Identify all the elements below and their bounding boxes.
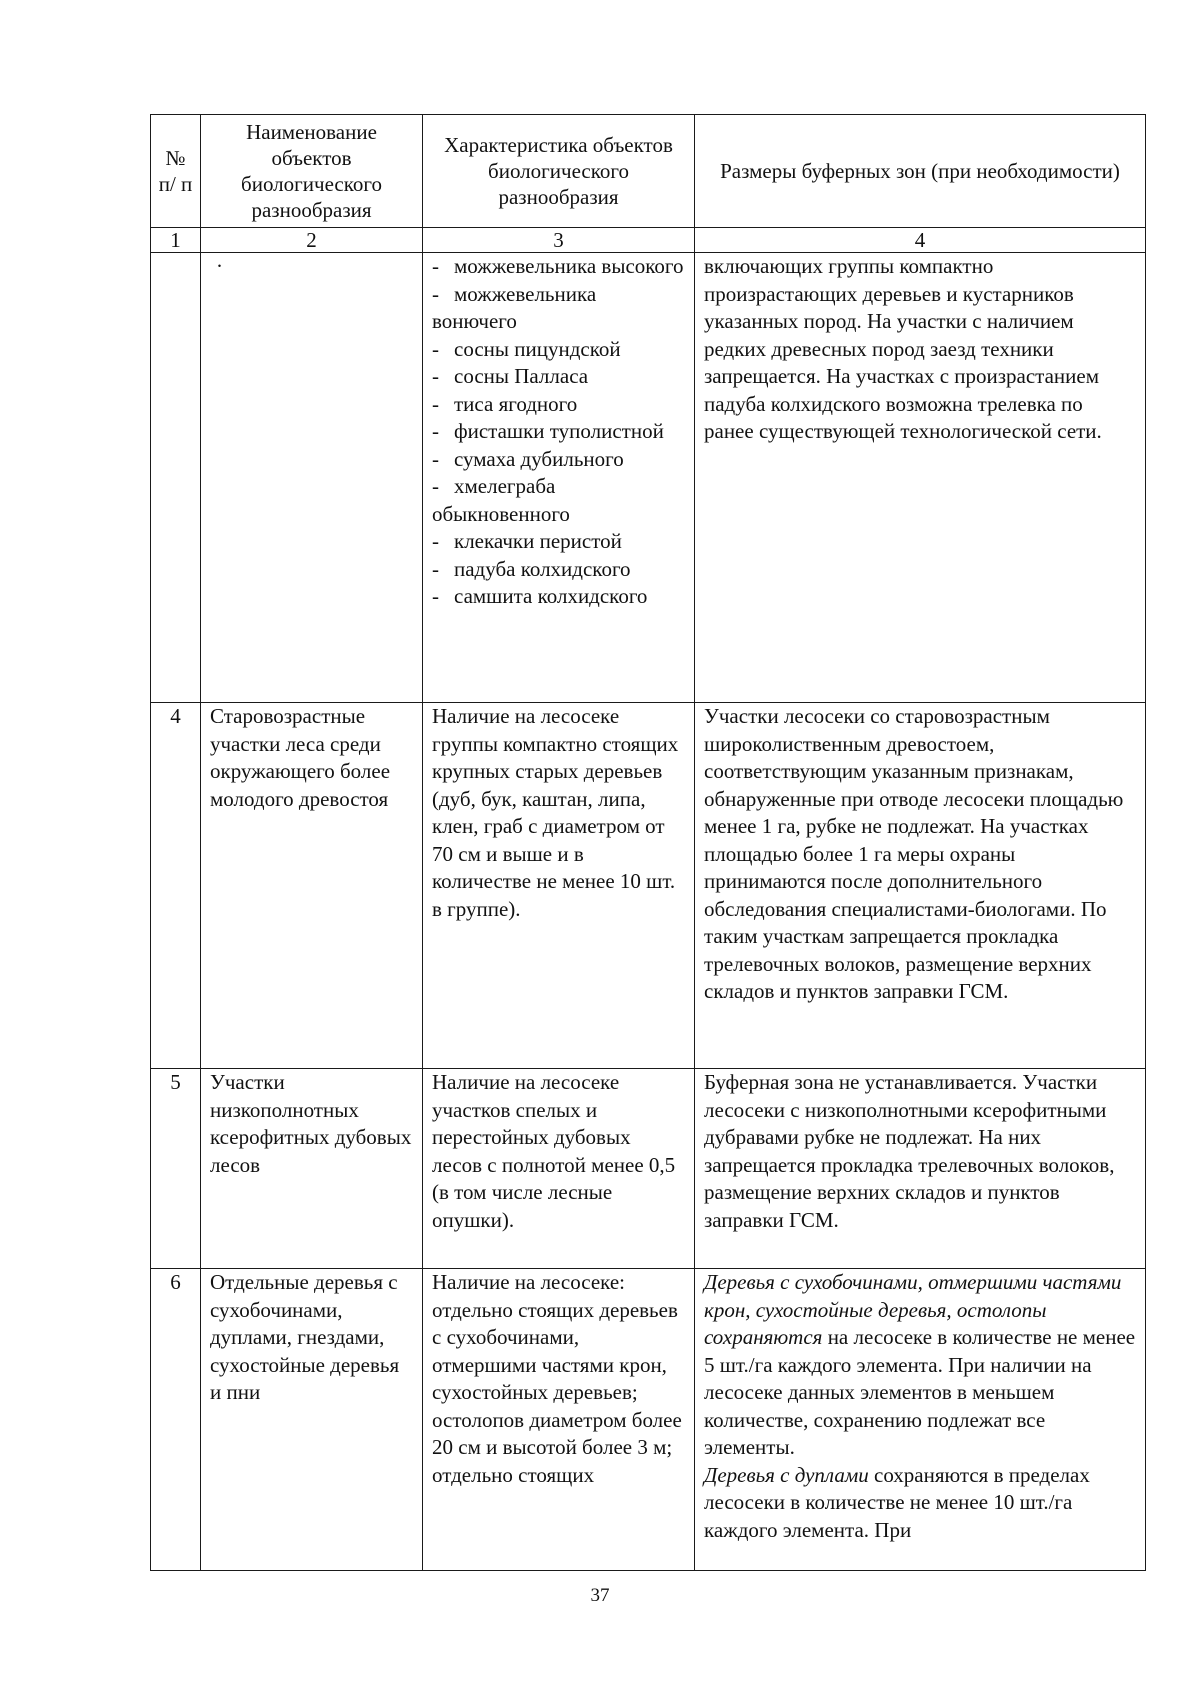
species-list-item [432,281,685,336]
row-name-cell [201,703,423,1069]
header-number: № п/ п [151,115,201,228]
row-buffer-cell [695,253,1146,703]
list-dash: - [432,336,439,361]
list-dash: - [432,391,439,416]
object-name: Участки низкополнотных ксерофитных дубовых лесов [210,1070,412,1177]
list-dash: - [432,446,439,471]
species-name: падуба колхидского [454,556,631,581]
header-object-name: Наименование объектов биологического разнообразия [201,115,423,228]
list-dash: - [432,281,439,306]
row-name-cell [201,1269,423,1571]
header-characteristic: Характеристика объектов биологического разнообразия [423,115,695,228]
row-characteristic-cell [423,1269,695,1571]
list-dash: - [432,556,439,581]
column-number-3: 3 [423,228,695,253]
page-number: 37 [590,1585,610,1606]
species-name: сосны пицундской [454,336,621,361]
column-number-2: 2 [201,228,423,253]
buffer-plain-text: сохраняются в пределах лесосеки в количестве не менее 10 шт./га каждого элемента. При [704,1462,1090,1542]
species-list-item [432,336,685,364]
species-name: сосны Палласа [454,364,589,388]
table-row-5 [151,1069,1146,1269]
characteristic-text: Наличие на лесосеке: отдельно стоящих деревьев с сухобочинами, отмершими частями крон, сухостойных деревьев; [432,1270,678,1404]
column-number-1: 1 [151,228,201,253]
characteristic-text: отдельно стоящих [432,1462,595,1487]
species-name: хмелеграба обыкновенного [432,474,570,526]
buffer-italic-text: Деревья с сухобочинами, отмершими частями крон, сухостойные деревья, остолопы сохраняются [704,1270,1122,1349]
row-number-cell: 4 [151,703,201,1069]
species-name: тиса ягодного [454,391,578,416]
species-list-cell [423,253,695,703]
header-buffer-zone: Размеры буферных зон (при необходимости) [695,115,1146,228]
row-characteristic-cell [423,703,695,1069]
object-name: Старовозрастные участки леса среди окружающего более молодого древостоя [210,704,391,811]
characteristic-text: Наличие на лесосеке группы компактно стоящих крупных старых деревьев (дуб, бук, каштан, липа, клен, граб с диаметром от 70 см и выше и в количестве не менее 10 шт. в группе). [432,704,679,921]
species-list-item [432,391,685,419]
buffer-text [704,1269,1136,1462]
buffer-text: включающих группы компактно произрастающих деревьев и кустарников указанных пород. На участки с наличием редких древесных пород заезд техники запрещается. На участках с произрастанием падуба колхидского возможна трелевка по ранее существующей технологической сети. [704,254,1102,443]
table-row-6 [151,1269,1146,1571]
buffer-plain-text: на лесосеке в количестве не менее 5 шт./га каждого элемента. При наличии на лесосеке данных элементов в меньшем количестве, сохранению подлежат все элементы. [704,1325,1136,1459]
species-list-item [432,556,685,584]
species-name: самшита колхидского [454,584,648,608]
row-number-cell: 5 [151,1069,201,1269]
list-dash: - [432,584,439,608]
buffer-text: Участки лесосеки со старовозрастным широколиственным древостоем, соответствующим указанным признакам, обнаруженные при отводе лесосеки площадью менее 1 га, рубке не подлежат. На участках площадью более 1 га меры охраны принимаются после дополнительного обследования специалистами-биологами. По таким участкам запрещается прокладка трелевочных волоков, размещение верхних складов и пунктов заправки ГСМ. [704,704,1124,1003]
species-name: сумаха дубильного [454,446,624,471]
species-list-item [432,583,685,611]
table-header-row [151,115,1146,228]
row-number-cell: 6 [151,1269,201,1571]
biodiversity-table [150,114,1146,1571]
species-name: фисташки туполистной [454,419,664,443]
row-name-cell [201,253,423,703]
buffer-italic-text: Деревья с дуплами [704,1462,869,1487]
table-row-continued [151,253,1146,703]
species-list-item [432,418,685,446]
dot-mark: · [216,254,223,278]
species-name: можжевельника высокого [454,254,684,278]
species-list-item [432,473,685,528]
list-dash: - [432,474,439,498]
object-name: Отдельные деревья с сухобочинами, дуплами, гнездами, сухостойные деревья и пни [210,1270,400,1404]
species-list-item [432,363,685,391]
characteristic-text: остолопов диаметром более 20 см и высотой более 3 м; [432,1407,682,1459]
row-buffer-cell [695,1069,1146,1269]
buffer-text [704,1462,1136,1545]
list-dash: - [432,529,439,553]
column-number-row [151,228,1146,253]
row-buffer-cell [695,1269,1146,1571]
species-name: клекачки перистой [454,529,622,553]
species-list-item [432,446,685,474]
species-list [432,253,685,611]
row-name-cell [201,1069,423,1269]
row-characteristic-cell [423,1069,695,1269]
list-dash: - [432,419,439,443]
species-name: можжевельника вонючего [432,281,597,333]
characteristic-text: Наличие на лесосеке участков спелых и перестойных дубовых лесов с полнотой менее 0,5 (в том числе лесные опушки). [432,1070,676,1232]
species-list-item [432,528,685,556]
buffer-text: Буферная зона не устанавливается. Участки лесосеки с низкополнотными ксерофитными дубравами рубке не подлежат. На них запрещается прокладка трелевочных волоков, размещение верхних складов и пунктов заправки ГСМ. [704,1070,1115,1232]
species-list-item [432,253,685,281]
row-buffer-cell [695,703,1146,1069]
row-number-cell [151,253,201,703]
list-dash: - [432,364,439,388]
column-number-4: 4 [695,228,1146,253]
table-row-4 [151,703,1146,1069]
list-dash: - [432,254,439,278]
